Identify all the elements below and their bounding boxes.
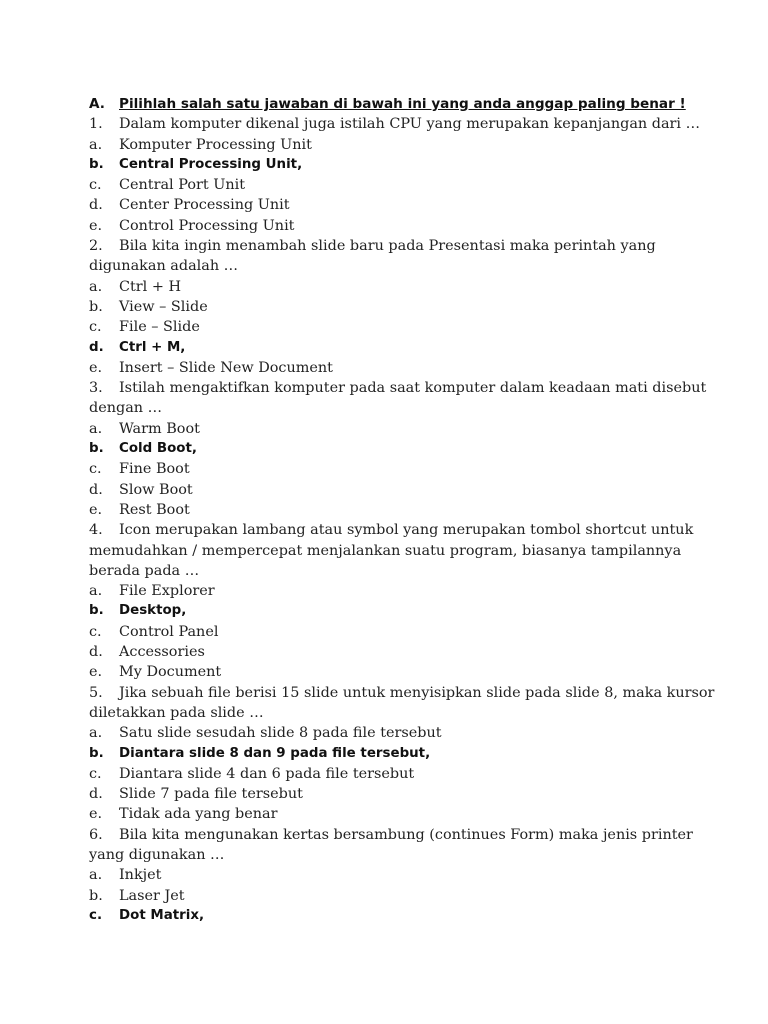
question-number: 2. [89, 238, 103, 255]
question-number: 3. [89, 380, 103, 397]
option-1b-answer [89, 155, 729, 175]
question-1 [89, 114, 729, 134]
option-text: Control Processing Unit [119, 217, 295, 234]
section-heading [89, 94, 729, 114]
option-letter: b. [89, 156, 104, 172]
section-label: A. [89, 96, 105, 112]
option-5d [89, 784, 729, 804]
question-number: 6. [89, 826, 103, 843]
option-text: Ctrl + M, [119, 339, 186, 355]
option-4a [89, 581, 729, 601]
option-6c-answer [89, 906, 729, 926]
option-letter: b. [89, 887, 103, 904]
option-letter: c. [89, 319, 102, 336]
option-3b-answer [89, 439, 729, 459]
question-text: Jika sebuah file berisi 15 slide untuk menyisipkan slide pada slide 8, maka kursor diletakkan pada slide … [89, 684, 715, 721]
option-text: Fine Boot [119, 461, 190, 478]
option-1d [89, 195, 729, 215]
question-number: 5. [89, 684, 103, 701]
question-number: 1. [89, 116, 103, 133]
option-2e [89, 358, 729, 378]
option-2b [89, 297, 729, 317]
option-3d [89, 480, 729, 500]
option-text: File – Slide [119, 319, 200, 336]
option-5e [89, 804, 729, 824]
option-text: Cold Boot, [119, 441, 197, 457]
option-letter: d. [89, 481, 103, 498]
option-text: Control Panel [119, 623, 219, 640]
option-letter: c. [89, 907, 103, 923]
option-6b [89, 886, 729, 906]
option-3a [89, 419, 729, 439]
question-5 [89, 683, 729, 724]
option-letter: b. [89, 441, 104, 457]
option-text: Diantara slide 8 dan 9 pada file tersebut, [119, 745, 431, 761]
section-instruction: Pilihlah salah satu jawaban di bawah ini yang anda anggap paling benar ! [119, 96, 686, 112]
option-1a [89, 135, 729, 155]
question-2 [89, 236, 729, 277]
option-letter: d. [89, 339, 104, 355]
option-letter: a. [89, 136, 103, 153]
option-text: Slow Boot [119, 481, 193, 498]
option-letter: d. [89, 786, 103, 803]
question-text: Bila kita ingin menambah slide baru pada Presentasi maka perintah yang digunakan adalah … [89, 238, 656, 275]
option-letter: b. [89, 298, 103, 315]
question-text: Istilah mengaktifkan komputer pada saat komputer dalam keadaan mati disebut dengan … [89, 380, 707, 417]
option-letter: a. [89, 278, 103, 295]
option-letter: d. [89, 644, 103, 661]
option-letter: e. [89, 501, 103, 518]
option-text: Insert – Slide New Document [119, 359, 333, 376]
option-text: Inkjet [119, 867, 162, 884]
option-text: File Explorer [119, 583, 215, 600]
option-text: Central Processing Unit, [119, 156, 303, 172]
option-4d [89, 642, 729, 662]
option-3e [89, 500, 729, 520]
option-4b-answer [89, 601, 729, 621]
question-text: Icon merupakan lambang atau symbol yang merupakan tombol shortcut untuk memudahkan / mempercepat menjalankan suatu program, biasanya tampilannya berada pada … [89, 522, 694, 579]
question-3 [89, 378, 729, 419]
option-text: Ctrl + H [119, 278, 182, 295]
option-text: My Document [119, 664, 222, 681]
question-6 [89, 825, 729, 866]
question-number: 4. [89, 522, 103, 539]
option-letter: c. [89, 461, 102, 478]
option-1e [89, 216, 729, 236]
option-text: Komputer Processing Unit [119, 136, 312, 153]
option-letter: e. [89, 806, 103, 823]
question-text: Dalam komputer dikenal juga istilah CPU yang merupakan kepanjangan dari … [119, 116, 700, 133]
option-text: Satu slide sesudah slide 8 pada file tersebut [119, 725, 442, 742]
option-2d-answer [89, 338, 729, 358]
option-text: Laser Jet [119, 887, 185, 904]
option-5a [89, 723, 729, 743]
option-text: Center Processing Unit [119, 197, 290, 214]
option-5c [89, 764, 729, 784]
option-text: Diantara slide 4 dan 6 pada file tersebut [119, 765, 415, 782]
option-letter: b. [89, 745, 104, 761]
option-letter: a. [89, 420, 103, 437]
question-4 [89, 520, 729, 581]
option-text: Tidak ada yang benar [119, 806, 278, 823]
option-1c [89, 175, 729, 195]
option-text: Slide 7 pada file tersebut [119, 786, 303, 803]
option-text: View – Slide [119, 298, 208, 315]
question-text: Bila kita mengunakan kertas bersambung (continues Form) maka jenis printer yang digunakan … [89, 826, 693, 863]
option-letter: a. [89, 583, 103, 600]
option-4e [89, 662, 729, 682]
option-letter: b. [89, 603, 104, 619]
option-text: Accessories [119, 644, 205, 661]
option-text: Dot Matrix, [119, 907, 205, 923]
option-text: Rest Boot [119, 501, 190, 518]
option-text: Desktop, [119, 603, 187, 619]
option-4c [89, 622, 729, 642]
option-5b-answer [89, 744, 729, 764]
option-3c [89, 459, 729, 479]
option-letter: e. [89, 664, 103, 681]
option-letter: c. [89, 765, 102, 782]
option-2c [89, 317, 729, 337]
option-letter: e. [89, 359, 103, 376]
option-2a [89, 277, 729, 297]
option-text: Warm Boot [119, 420, 200, 437]
option-6a [89, 865, 729, 885]
option-letter: a. [89, 725, 103, 742]
quiz-content [89, 94, 729, 926]
option-letter: a. [89, 867, 103, 884]
option-letter: c. [89, 177, 102, 194]
option-letter: d. [89, 197, 103, 214]
option-letter: c. [89, 623, 102, 640]
option-text: Central Port Unit [119, 177, 245, 194]
option-letter: e. [89, 217, 103, 234]
